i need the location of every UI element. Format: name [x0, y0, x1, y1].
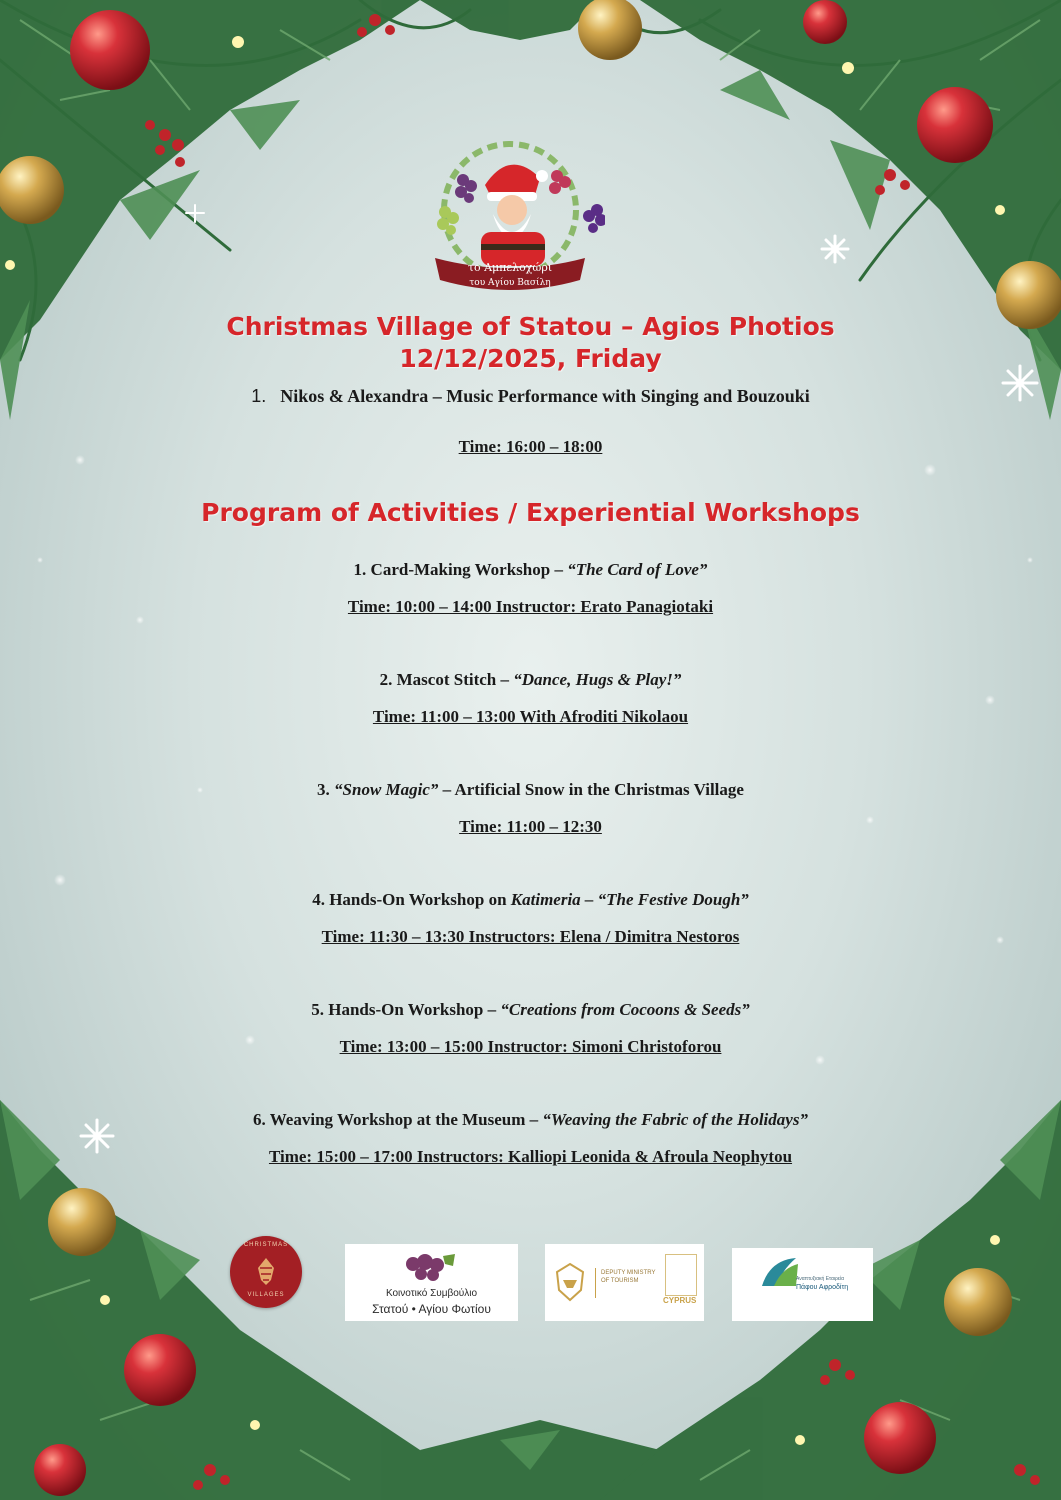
paphos-line-2: Πάφου Αφροδίτη: [796, 1284, 849, 1291]
workshop-title: Katimeria – “The Festive Dough”: [510, 890, 749, 909]
snowflake-icon: [186, 205, 204, 222]
workshop-title: “The Card of Love”: [567, 560, 708, 579]
workshop-text: 2. Mascot Stitch –: [379, 670, 514, 689]
workshop-item-3: [0, 780, 1061, 800]
ornament-ball-icon: [578, 0, 642, 60]
paphos-development-logo: [732, 1248, 873, 1321]
christmas-villages-top-text: CHRISTMAS: [243, 1242, 289, 1248]
workshop-text: 1. Card-Making Workshop –: [353, 560, 568, 579]
workshop-item-5: [0, 1000, 1061, 1020]
ornament-ball-icon: [34, 1444, 86, 1496]
bokeh-snow: [37, 455, 1033, 1065]
ornament-ball-icon: [124, 1334, 196, 1406]
council-line-2: Στατού • Αγίου Φωτίου: [372, 1302, 491, 1316]
workshop-title: “Weaving the Fabric of the Holidays”: [542, 1110, 808, 1129]
title-line-2: 12/12/2025, Friday: [399, 344, 662, 373]
workshop-time-5: Time: 13:00 – 15:00 Instructor: Simoni Christoforou: [339, 1037, 722, 1056]
community-council-logo: [345, 1244, 518, 1321]
svg-text:το Αμπελοχώρι: το Αμπελοχώρι: [467, 261, 553, 274]
performance-text: Nikos & Alexandra – Music Performance with Singing and Bouzouki: [280, 386, 810, 406]
workshop-time-2: Time: 11:00 – 13:00 With Afroditi Nikolaou: [372, 707, 689, 726]
deputy-ministry-logo: [545, 1244, 704, 1321]
ornament-ball-icon: [48, 1188, 116, 1256]
ministry-line-2: OF TOURISM: [601, 1278, 639, 1284]
workshop-item-2: [0, 670, 1061, 690]
workshop-title: “Snow Magic”: [334, 780, 439, 799]
paphos-logo-icon: [760, 1256, 800, 1290]
ornament-ball-icon: [944, 1268, 1012, 1336]
grapes-icon: [401, 1252, 461, 1282]
workshop-time-4: Time: 11:30 – 13:30 Instructors: Elena / Dimitra Nestoros: [321, 927, 740, 946]
workshop-time-6: Time: 15:00 – 17:00 Instructors: Kalliopi Leonida & Afroula Neophytou: [268, 1147, 793, 1166]
workshop-item-6: [0, 1110, 1061, 1130]
ornament-ball-icon: [917, 87, 993, 163]
council-line-1: Κοινοτικό Συμβούλιο: [385, 1288, 478, 1299]
program-title: Program of Activities / Experiential Workshops: [201, 498, 860, 527]
workshop-time-3: Time: 11:00 – 12:30: [459, 817, 602, 836]
paphos-line-1: Αναπτυξιακή Εταιρεία: [796, 1276, 845, 1282]
workshop-item-4: [0, 890, 1061, 910]
svg-text:του Αγίου Βασίλη: του Αγίου Βασίλη: [469, 278, 551, 288]
workshop-item-1: [0, 560, 1061, 580]
ornament-ball-icon: [803, 0, 847, 44]
workshop-text: 5. Hands-On Workshop –: [311, 1000, 501, 1019]
workshop-text: 4. Hands-On Workshop on: [312, 890, 511, 909]
page-title: [0, 311, 1061, 375]
workshop-title: “Creations from Cocoons & Seeds”: [500, 1000, 750, 1019]
workshop-text: 6. Weaving Workshop at the Museum –: [253, 1110, 543, 1129]
performance-time: Time: 16:00 – 18:00: [458, 437, 603, 456]
ministry-line-1: DEPUTY MINISTRY: [601, 1270, 656, 1276]
christmas-villages-logo: [230, 1236, 302, 1308]
title-line-1: Christmas Village of Statou – Agios Photios: [226, 312, 835, 341]
ministry-cyprus: CYPRUS: [663, 1296, 697, 1305]
workshop-title: “Dance, Hugs & Play!”: [513, 670, 682, 689]
workshop-time-1: Time: 10:00 – 14:00 Instructor: Erato Panagiotaki: [347, 597, 714, 616]
performance-item: [0, 386, 1061, 407]
ornament-ball-icon: [70, 10, 150, 90]
cyprus-emblem-icon: [553, 1262, 587, 1302]
christmas-villages-bottom-text: VILLAGES: [247, 1292, 285, 1298]
santa-grapes-logo-icon: [415, 140, 605, 300]
pinecone-icon: [256, 1256, 276, 1286]
ornament-ball-icon: [864, 1402, 936, 1474]
snowflake-icon: [822, 236, 848, 262]
workshop-text-suffix: – Artificial Snow in the Christmas Village: [438, 780, 744, 799]
workshop-text: 3.: [317, 780, 335, 799]
performance-number: 1.: [251, 386, 267, 406]
